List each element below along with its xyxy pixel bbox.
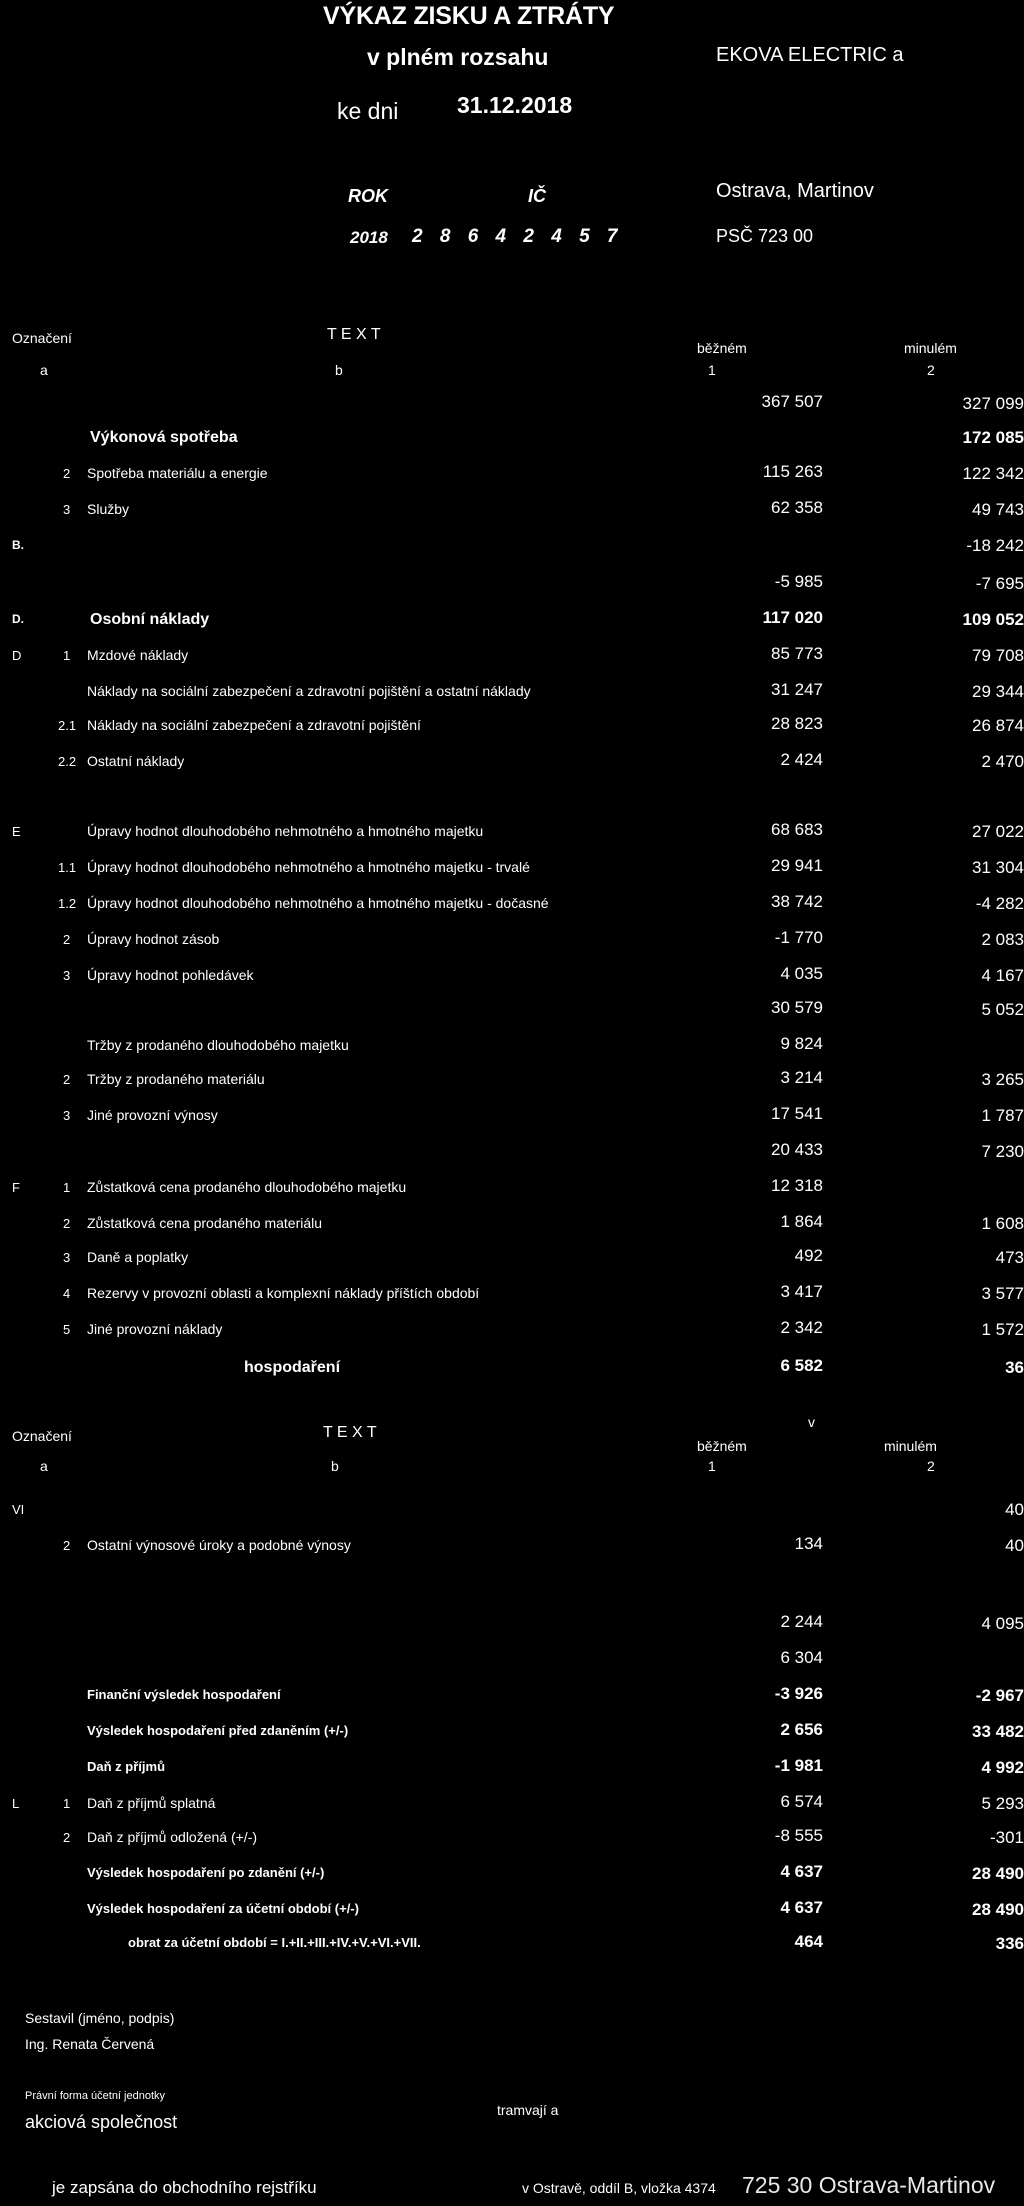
value-previous: 3 265 [981,1070,1024,1089]
row-mark: VI [12,1502,25,1517]
row-mark: B. [12,538,24,552]
row-mark: D [12,648,22,663]
value-previous: 3 577 [981,1284,1024,1303]
value-previous: 4 167 [981,966,1024,985]
col-1: 1 [708,362,716,378]
row-subindex: 2.2 [58,754,77,769]
value-current: 2 424 [780,750,823,769]
value-previous: 31 304 [972,858,1024,877]
col-b-2: b [331,1458,339,1474]
row-mark: F [12,1180,20,1195]
value-current: 28 823 [771,714,823,733]
row-label: Daň z příjmů splatná [87,1795,216,1811]
col-current: běžném [697,340,747,356]
value-previous: 36 [1005,1358,1024,1377]
stamp-signature: 725 30 Ostrava-Martinov [742,2172,996,2198]
row-subindex: 2 [63,1830,71,1845]
value-current: 4 035 [780,964,823,983]
value-previous: 28 490 [972,1864,1024,1883]
row-subindex: 4 [63,1286,71,1301]
value-previous: -18 242 [966,536,1024,555]
value-previous: 5 293 [981,1794,1024,1813]
value-current: 6 582 [780,1356,823,1375]
value-current: 17 541 [771,1104,823,1123]
row-subindex: 1 [63,1180,71,1195]
value-previous: 4 095 [981,1614,1024,1633]
row-subindex: 1.2 [58,896,77,911]
compiled-label: Sestavil (jméno, podpis) [25,2010,175,2026]
value-current: 134 [794,1534,823,1553]
value-current: 68 683 [771,820,823,839]
row-mark: L [12,1796,20,1811]
value-previous: 28 490 [972,1900,1024,1919]
col-v-2: v [808,1414,815,1430]
value-previous: 2 083 [981,930,1024,949]
value-current: 367 507 [761,392,823,411]
row-subindex: 2 [63,1216,71,1231]
row-subindex: 2 [63,466,71,481]
value-current: -1 770 [774,928,823,947]
company-name: EKOVA ELECTRIC a [716,44,904,66]
row-label: Tržby z prodaného materiálu [87,1071,265,1087]
row-label: Jiné provozní náklady [87,1321,223,1337]
row-subindex: 3 [63,1250,71,1265]
row-label: Výkonová spotřeba [90,429,238,446]
value-current: 6 574 [780,1792,823,1811]
row-label: Daně a poplatky [87,1249,189,1265]
row-label: Daň z příjmů [87,1759,166,1774]
tramvaji-text: tramvají a [497,2102,559,2118]
row-subindex: 2.1 [58,718,77,733]
value-previous: 336 [995,1934,1024,1953]
value-previous: 27 022 [972,822,1024,841]
row-label: Úpravy hodnot dlouhodobého nehmotného a hmotného majetku [87,823,484,839]
row-label: Jiné provozní výnosy [87,1107,218,1123]
col-a-2: a [40,1458,48,1474]
value-previous: -4 282 [975,894,1024,913]
col-previous: minulém [904,340,957,356]
value-previous: 79 708 [972,646,1024,665]
value-previous: 26 874 [972,716,1024,735]
value-current: 4 637 [780,1862,823,1881]
value-current: 3 214 [780,1068,823,1087]
value-current: 117 020 [762,608,823,627]
value-current: 115 263 [762,462,823,481]
value-previous: 473 [995,1248,1024,1267]
row-subindex: 1.1 [58,860,77,875]
value-previous: 40 [1005,1536,1024,1555]
row-subindex: 2 [63,1072,71,1087]
value-previous: -301 [989,1828,1024,1847]
row-label: hospodaření [244,1359,341,1376]
col-2: 2 [927,362,935,378]
col-2-2: 2 [927,1458,935,1474]
value-previous: 172 085 [962,428,1024,447]
compiled-name: Ing. Renata Červená [25,2036,155,2052]
value-current: 2 656 [780,1720,823,1739]
value-current: -3 926 [774,1684,823,1703]
report-subtitle: v plném rozsahu [367,44,549,70]
col-a: a [40,362,48,378]
report-date: 31.12.2018 [457,92,573,118]
row-subindex: 1 [63,1796,71,1811]
value-previous: -7 695 [975,574,1024,593]
value-current: 29 941 [771,856,823,875]
value-previous: 122 342 [962,464,1024,483]
col-oznaceni: Označení [12,330,72,346]
value-previous: 5 052 [981,1000,1024,1019]
row-subindex: 5 [63,1322,71,1337]
value-current: 12 318 [771,1176,823,1195]
value-current: -5 985 [774,572,823,591]
row-label: Zůstatková cena prodaného dlouhodobého majetku [87,1179,407,1195]
row-label: Mzdové náklady [87,647,189,663]
row-label: Náklady na sociální zabezpečení a zdravotní pojištění a ostatní náklady [87,683,531,699]
value-previous: 40 [1005,1500,1024,1519]
value-current: -1 981 [774,1756,823,1775]
row-subindex: 3 [63,1108,71,1123]
row-label: Úpravy hodnot zásob [87,931,220,947]
col-1-2: 1 [708,1458,716,1474]
row-label: Náklady na sociální zabezpečení a zdravotní pojištění [87,717,421,733]
row-label: Rezervy v provozní oblasti a komplexní náklady příštích období [87,1285,480,1301]
company-psc: PSČ 723 00 [716,226,814,246]
row-label: Výsledek hospodaření za účetní období (+/-) [87,1901,359,1916]
value-current: 4 637 [780,1898,823,1917]
value-previous: 4 992 [981,1758,1024,1777]
row-subindex: 2 [63,1538,71,1553]
year-label: ROK [348,186,388,206]
value-current: 85 773 [771,644,823,663]
value-current: 38 742 [771,892,823,911]
value-current: 2 244 [780,1612,823,1631]
row-subindex: 2 [63,932,71,947]
value-current: 492 [794,1246,823,1265]
report-title: VÝKAZ ZISKU A ZTRÁTY [323,2,615,30]
row-subindex: 3 [63,502,71,517]
row-label: Výsledek hospodaření po zdanění (+/-) [87,1865,325,1880]
row-label: Výsledek hospodaření před zdaněním (+/-) [87,1723,349,1738]
col-oznaceni-2: Označení [12,1428,72,1444]
value-previous: 2 470 [981,752,1024,771]
row-label: Úpravy hodnot dlouhodobého nehmotného a hmotného majetku - trvalé [87,859,530,875]
row-mark: D. [12,612,24,626]
row-label: Úpravy hodnot dlouhodobého nehmotného a hmotného majetku - dočasné [87,895,549,911]
col-text-2: T E X T [323,1424,377,1441]
col-previous-2: minulém [884,1438,937,1454]
value-previous: 7 230 [981,1142,1024,1161]
value-current: 6 304 [780,1648,823,1667]
row-label: Služby [87,501,130,517]
value-previous: 1 787 [981,1106,1024,1125]
value-current: 20 433 [771,1140,823,1159]
value-current: 464 [794,1932,823,1951]
value-previous: 33 482 [972,1722,1024,1741]
legal-form: akciová společnost [25,2112,178,2132]
row-subindex: 1 [63,648,71,663]
row-label: Tržby z prodaného dlouhodobého majetku [87,1037,349,1053]
value-previous: 1 608 [981,1214,1024,1233]
row-label: Ostatní náklady [87,753,185,769]
row-label: Finanční výsledek hospodaření [87,1687,281,1702]
value-previous: 1 572 [981,1320,1024,1339]
court-text: v Ostravě, oddíl B, vložka 4374 [522,2180,716,2196]
row-label: Spotřeba materiálu a energie [87,465,268,481]
ico-label: IČ [528,186,546,206]
year-value: 2018 [350,228,388,247]
value-previous: 109 052 [962,610,1024,629]
row-label: Daň z příjmů odložená (+/-) [87,1829,258,1845]
row-subindex: 3 [63,968,71,983]
value-current: 2 342 [780,1318,823,1337]
row-mark: E [12,824,21,839]
value-current: 31 247 [771,680,823,699]
row-label: Ostatní výnosové úroky a podobné výnosy [87,1537,351,1553]
value-previous: -2 967 [975,1686,1024,1705]
value-current: 30 579 [771,998,823,1017]
ico-value: 2 8 6 4 2 4 5 7 [412,226,624,247]
company-city: Ostrava, Martinov [716,180,874,202]
value-current: 9 824 [780,1034,823,1053]
col-text: T E X T [327,326,381,343]
legal-form-label: Právní forma účetní jednotky [25,2090,166,2102]
value-current: 1 864 [780,1212,823,1231]
value-current: 62 358 [771,498,823,517]
row-label: Zůstatková cena prodaného materiálu [87,1215,323,1231]
row-label: obrat za účetní období = I.+II.+III.+IV.+V.+VI.+VII. [128,1935,421,1950]
value-previous: 327 099 [962,394,1024,413]
value-current: 3 417 [780,1282,823,1301]
date-label: ke dni [337,98,399,124]
row-label: Úpravy hodnot pohledávek [87,967,254,983]
col-b: b [335,362,343,378]
row-label: Osobní náklady [90,611,210,628]
value-current: -8 555 [774,1826,823,1845]
value-previous: 29 344 [972,682,1024,701]
value-previous: 49 743 [972,500,1024,519]
registered-text: je zapsána do obchodního rejstříku [52,2178,317,2197]
col-current-2: běžném [697,1438,747,1454]
